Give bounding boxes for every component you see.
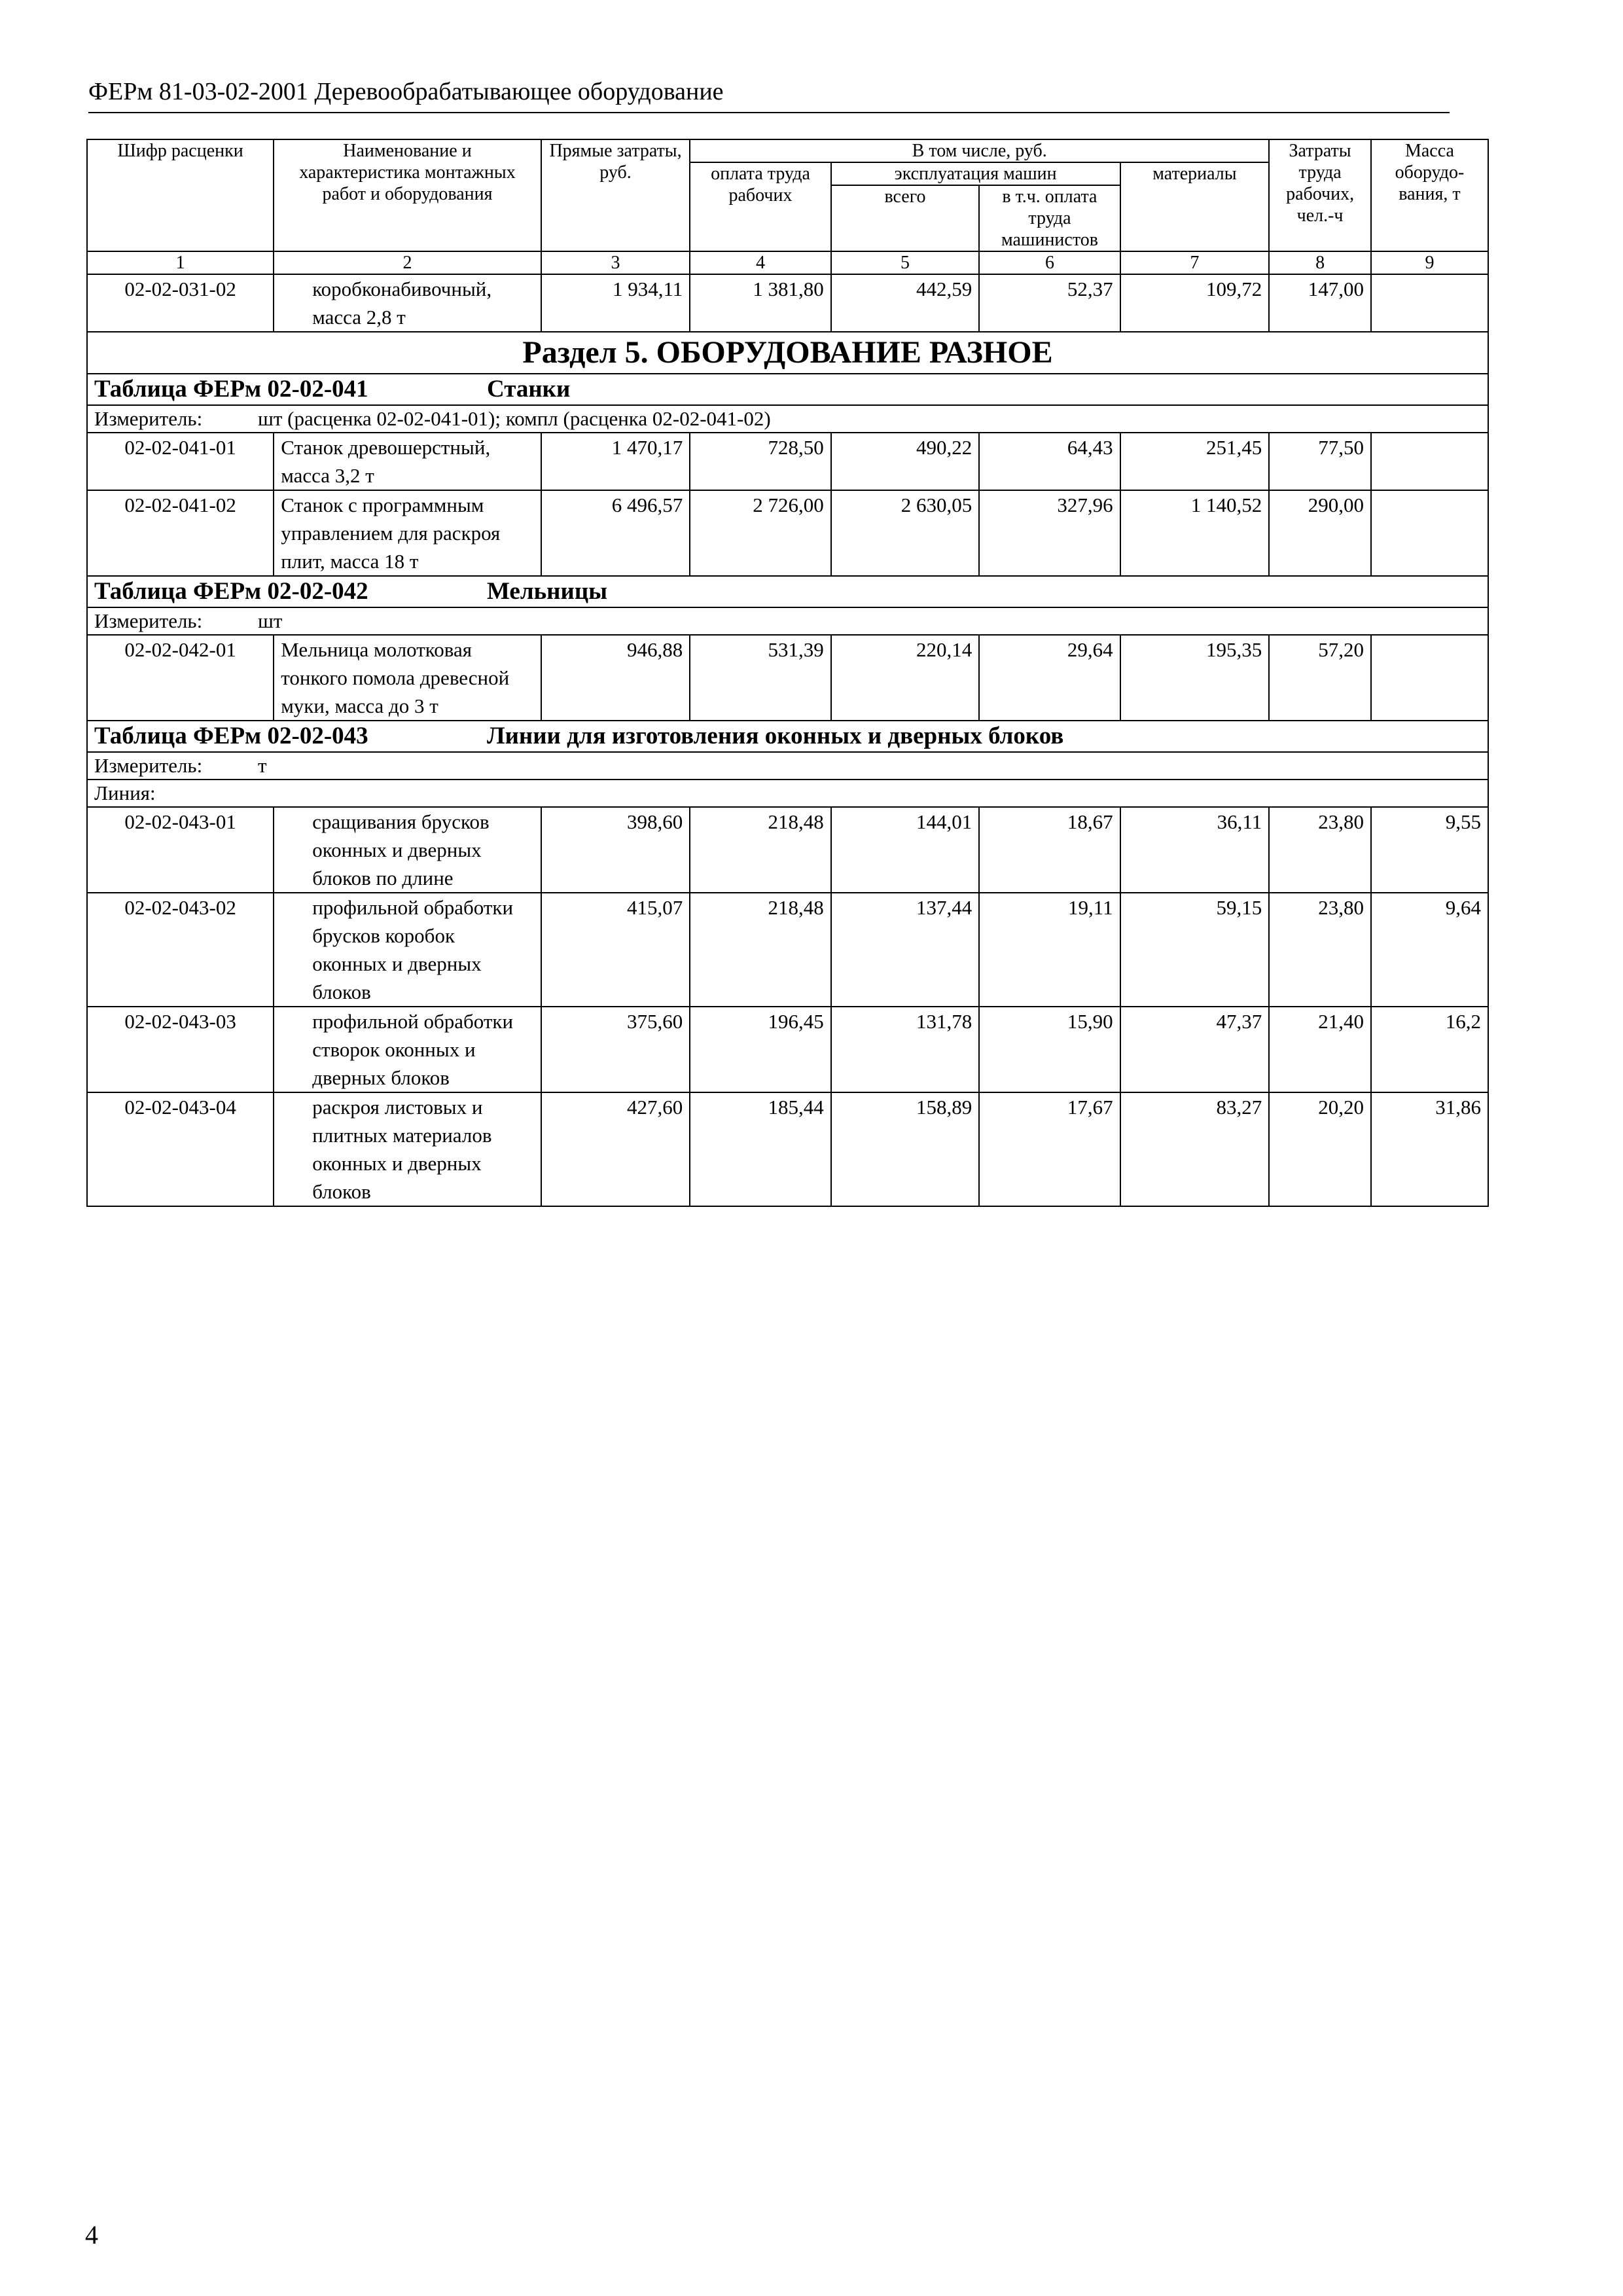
materials-value: 36,11 — [1120, 807, 1270, 893]
mass-value: 16,2 — [1371, 1007, 1488, 1092]
meter-label: Измеритель: — [94, 609, 203, 632]
work-name: раскроя листовых и плитных материалов оконных и дверных блоков — [274, 1092, 541, 1206]
mass-value: 9,64 — [1371, 893, 1488, 1007]
mass-value — [1371, 635, 1488, 721]
table-row — [87, 893, 1488, 1007]
wages-value: 218,48 — [690, 807, 830, 893]
rate-code: 02-02-043-02 — [87, 893, 274, 1007]
labor-value: 20,20 — [1269, 1092, 1371, 1206]
direct-costs-value: 398,60 — [541, 807, 690, 893]
work-name: профильной обработки створок оконных и дверных блоков — [274, 1007, 541, 1092]
machinists-value: 17,67 — [979, 1092, 1120, 1206]
machinists-value: 15,90 — [979, 1007, 1120, 1092]
direct-costs-value: 415,07 — [541, 893, 690, 1007]
table-title: Мельницы — [487, 578, 608, 605]
mass-value — [1371, 274, 1488, 332]
machinists-value: 64,43 — [979, 433, 1120, 490]
meter-label: Измеритель: — [94, 407, 203, 430]
column-numbers-row — [87, 251, 1488, 274]
column-number: 3 — [541, 251, 690, 274]
table-caption — [87, 576, 1488, 607]
column-number: 7 — [1120, 251, 1270, 274]
table-number: Таблица ФЕРм 02-02-042 — [94, 578, 368, 605]
work-name: профильной обработки брусков коробок оконных и дверных блоков — [274, 893, 541, 1007]
machines-total-value: 131,78 — [831, 1007, 980, 1092]
column-number: 1 — [87, 251, 274, 274]
wages-value: 2 726,00 — [690, 490, 830, 576]
header-row-1 — [87, 139, 1488, 162]
machines-total-value: 490,22 — [831, 433, 980, 490]
mass-value: 9,55 — [1371, 807, 1488, 893]
wages-value: 196,45 — [690, 1007, 830, 1092]
machines-total-value: 137,44 — [831, 893, 980, 1007]
section-row — [87, 332, 1488, 374]
direct-costs-value: 427,60 — [541, 1092, 690, 1206]
work-name: сращивания брусков оконных и дверных блоков по длине — [274, 807, 541, 893]
direct-costs-value: 946,88 — [541, 635, 690, 721]
header-name: Наименование и характеристика монтажных работ и оборудования — [274, 139, 541, 251]
direct-costs-value: 375,60 — [541, 1007, 690, 1092]
materials-value: 83,27 — [1120, 1092, 1270, 1206]
header-machinists: в т.ч. оплата труда машинистов — [979, 185, 1120, 251]
table-row — [87, 490, 1488, 576]
machines-total-value: 158,89 — [831, 1092, 980, 1206]
mass-value — [1371, 433, 1488, 490]
mass-value: 31,86 — [1371, 1092, 1488, 1206]
wages-value: 728,50 — [690, 433, 830, 490]
materials-value: 1 140,52 — [1120, 490, 1270, 576]
table-caption — [87, 721, 1488, 752]
column-number: 5 — [831, 251, 980, 274]
materials-value: 195,35 — [1120, 635, 1270, 721]
work-name: Станок древошерстный, масса 3,2 т — [274, 433, 541, 490]
meter-row — [87, 752, 1488, 780]
price-table — [86, 139, 1489, 1207]
meter-row — [87, 607, 1488, 635]
subheading: Линия: — [87, 780, 1488, 807]
table-title-row — [87, 721, 1488, 752]
machines-total-value: 144,01 — [831, 807, 980, 893]
rate-code: 02-02-041-02 — [87, 490, 274, 576]
machines-total-value: 442,59 — [831, 274, 980, 332]
table-row — [87, 274, 1488, 332]
table-title: Линии для изготовления оконных и дверных блоков — [487, 723, 1064, 749]
wages-value: 185,44 — [690, 1092, 830, 1206]
labor-value: 290,00 — [1269, 490, 1371, 576]
materials-value: 109,72 — [1120, 274, 1270, 332]
table-title: Станки — [487, 376, 571, 403]
labor-value: 21,40 — [1269, 1007, 1371, 1092]
meter-value: шт (расценка 02-02-041-01); компл (расценка 02-02-041-02) — [258, 407, 771, 430]
wages-value: 531,39 — [690, 635, 830, 721]
header-machines-total: всего — [831, 185, 980, 251]
table-row — [87, 1007, 1488, 1092]
meter-value: шт — [258, 609, 283, 632]
column-number: 2 — [274, 251, 541, 274]
meter-cell — [87, 607, 1488, 635]
materials-value: 251,45 — [1120, 433, 1270, 490]
column-number: 6 — [979, 251, 1120, 274]
machines-total-value: 220,14 — [831, 635, 980, 721]
labor-value: 23,80 — [1269, 893, 1371, 1007]
table-number: Таблица ФЕРм 02-02-043 — [94, 723, 368, 749]
machinists-value: 29,64 — [979, 635, 1120, 721]
mass-value — [1371, 490, 1488, 576]
header-machines: эксплуатация машин — [831, 162, 1120, 185]
work-name: Станок с программным управлением для раскроя плит, масса 18 т — [274, 490, 541, 576]
labor-value: 77,50 — [1269, 433, 1371, 490]
machinists-value: 327,96 — [979, 490, 1120, 576]
column-number: 8 — [1269, 251, 1371, 274]
work-name: коробконабивочный, масса 2,8 т — [274, 274, 541, 332]
subheading-row — [87, 780, 1488, 807]
section-title: Раздел 5. ОБОРУДОВАНИЕ РАЗНОЕ — [87, 332, 1488, 374]
table-title-row — [87, 374, 1488, 405]
page-number: 4 — [85, 2220, 98, 2250]
labor-value: 147,00 — [1269, 274, 1371, 332]
table-title-row — [87, 576, 1488, 607]
work-name: Мельница молотковая тонкого помола древесной муки, масса до 3 т — [274, 635, 541, 721]
direct-costs-value: 6 496,57 — [541, 490, 690, 576]
meter-row — [87, 405, 1488, 433]
materials-value: 59,15 — [1120, 893, 1270, 1007]
rate-code: 02-02-043-04 — [87, 1092, 274, 1206]
header-code: Шифр расценки — [87, 139, 274, 251]
table-row — [87, 433, 1488, 490]
rate-code: 02-02-041-01 — [87, 433, 274, 490]
meter-cell — [87, 405, 1488, 433]
machinists-value: 52,37 — [979, 274, 1120, 332]
page-header: ФЕРм 81-03-02-2001 Деревообрабатывающее оборудование — [88, 75, 1450, 113]
table-caption — [87, 374, 1488, 405]
rate-code: 02-02-031-02 — [87, 274, 274, 332]
rate-code: 02-02-042-01 — [87, 635, 274, 721]
meter-cell — [87, 752, 1488, 780]
header-direct-costs: Прямые затраты, руб. — [541, 139, 690, 251]
labor-value: 23,80 — [1269, 807, 1371, 893]
header-labor: Затраты труда рабочих, чел.-ч — [1269, 139, 1371, 251]
materials-value: 47,37 — [1120, 1007, 1270, 1092]
direct-costs-value: 1 934,11 — [541, 274, 690, 332]
table-row — [87, 807, 1488, 893]
wages-value: 218,48 — [690, 893, 830, 1007]
machinists-value: 19,11 — [979, 893, 1120, 1007]
header-mass: Масса оборудо-вания, т — [1371, 139, 1488, 251]
direct-costs-value: 1 470,17 — [541, 433, 690, 490]
table-row — [87, 1092, 1488, 1206]
wages-value: 1 381,80 — [690, 274, 830, 332]
table-row — [87, 635, 1488, 721]
labor-value: 57,20 — [1269, 635, 1371, 721]
rate-code: 02-02-043-03 — [87, 1007, 274, 1092]
machines-total-value: 2 630,05 — [831, 490, 980, 576]
column-number: 9 — [1371, 251, 1488, 274]
table-number: Таблица ФЕРм 02-02-041 — [94, 376, 368, 403]
column-number: 4 — [690, 251, 830, 274]
meter-label: Измеритель: — [94, 754, 203, 777]
rate-code: 02-02-043-01 — [87, 807, 274, 893]
machinists-value: 18,67 — [979, 807, 1120, 893]
meter-value: т — [258, 754, 267, 777]
header-wages: оплата труда рабочих — [690, 162, 830, 251]
header-materials: материалы — [1120, 162, 1270, 251]
header-including: В том числе, руб. — [690, 139, 1269, 162]
